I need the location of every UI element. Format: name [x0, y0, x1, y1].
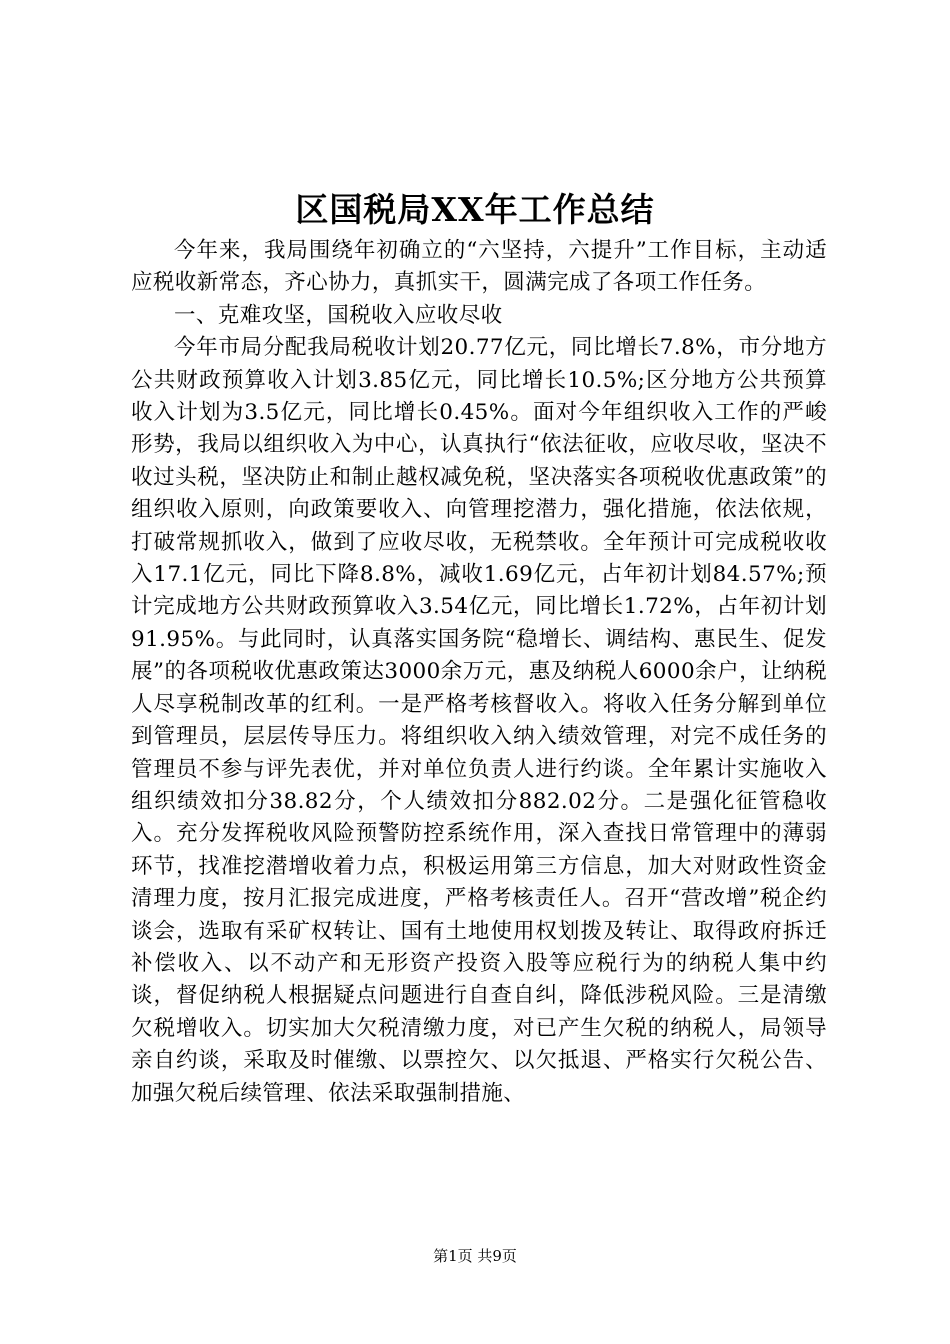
document-title: 区国税局XX年工作总结 [295, 190, 655, 229]
page-number-footer: 第1页 共9页 [433, 1247, 517, 1265]
body-paragraph: 今年市局分配我局税收计划20.77亿元，同比增长7.8%，市分地方公共财政预算收入计划3.85亿元，同比增长10.5%;区分地方公共预算收入计划为3.5亿元，同比增长0.45%。面对今年组织收入工作的严峻形势，我局以组织收入为中心，认真执行“依法征收，应收尽收，坚决不收过头税，坚决防止和制止越权减免税，坚决落实各项税收优惠政策”的组织收入原则，向政策要收入、向管理挖潜力，强化措施，依法依规，打破常规抓收入，做到了应收尽收，无税禁收。全年预计可完成税收收入17.1亿元，同比下降8.8%，减收1.69亿元，占年初计划84.57%;预计完成地方公共财政预算收入3.54亿元，同比增长1.72%，占年初计划91.95%。与此同时，认真落实国务院“稳增长、调结构、惠民生、促发展”的各项税收优惠政策达3000余万元，惠及纳税人6000余户，让纳税人尽享税制改革的红利。一是严格考核督收入。将收入任务分解到单位到管理员，层层传导压力。将组织收入纳入绩效管理，对完不成任务的管理员不参与评先表优，并对单位负责人进行约谈。全年累计实施收入组织绩效扣分38.82分，个人绩效扣分882.02分。二是强化征管稳收入。充分发挥税收风险预警防控系统作用，深入查找日常管理中的薄弱环节，找准挖潜增收着力点，积极运用第三方信息，加大对财政性资金清理力度，按月汇报完成进度，严格考核责任人。召开“营改增”税企约谈会，选取有采矿权转让、国有土地使用权划拨及转让、取得政府拆迁补偿收入、以不动产和无形资产投资入股等应税行为的纳税人集中约谈，督促纳税人根据疑点问题进行自查自纠，降低涉税风险。三是清缴欠税增收入。切实加大欠税清缴力度，对已产生欠税的纳税人，局领导亲自约谈，采取及时催缴、以票控欠、以欠抵退、严格实行欠税公告、加强欠税后续管理、依法采取强制措施、 [131, 335, 827, 1106]
document-body [131, 235, 827, 1110]
section-heading: 一、克难攻坚，国税收入应收尽收 [174, 302, 503, 328]
intro-paragraph: 今年来，我局围绕年初确立的“六坚持，六提升”工作目标，主动适应税收新常态，齐心协力，真抓实干，圆满完成了各项工作任务。 [131, 238, 827, 296]
